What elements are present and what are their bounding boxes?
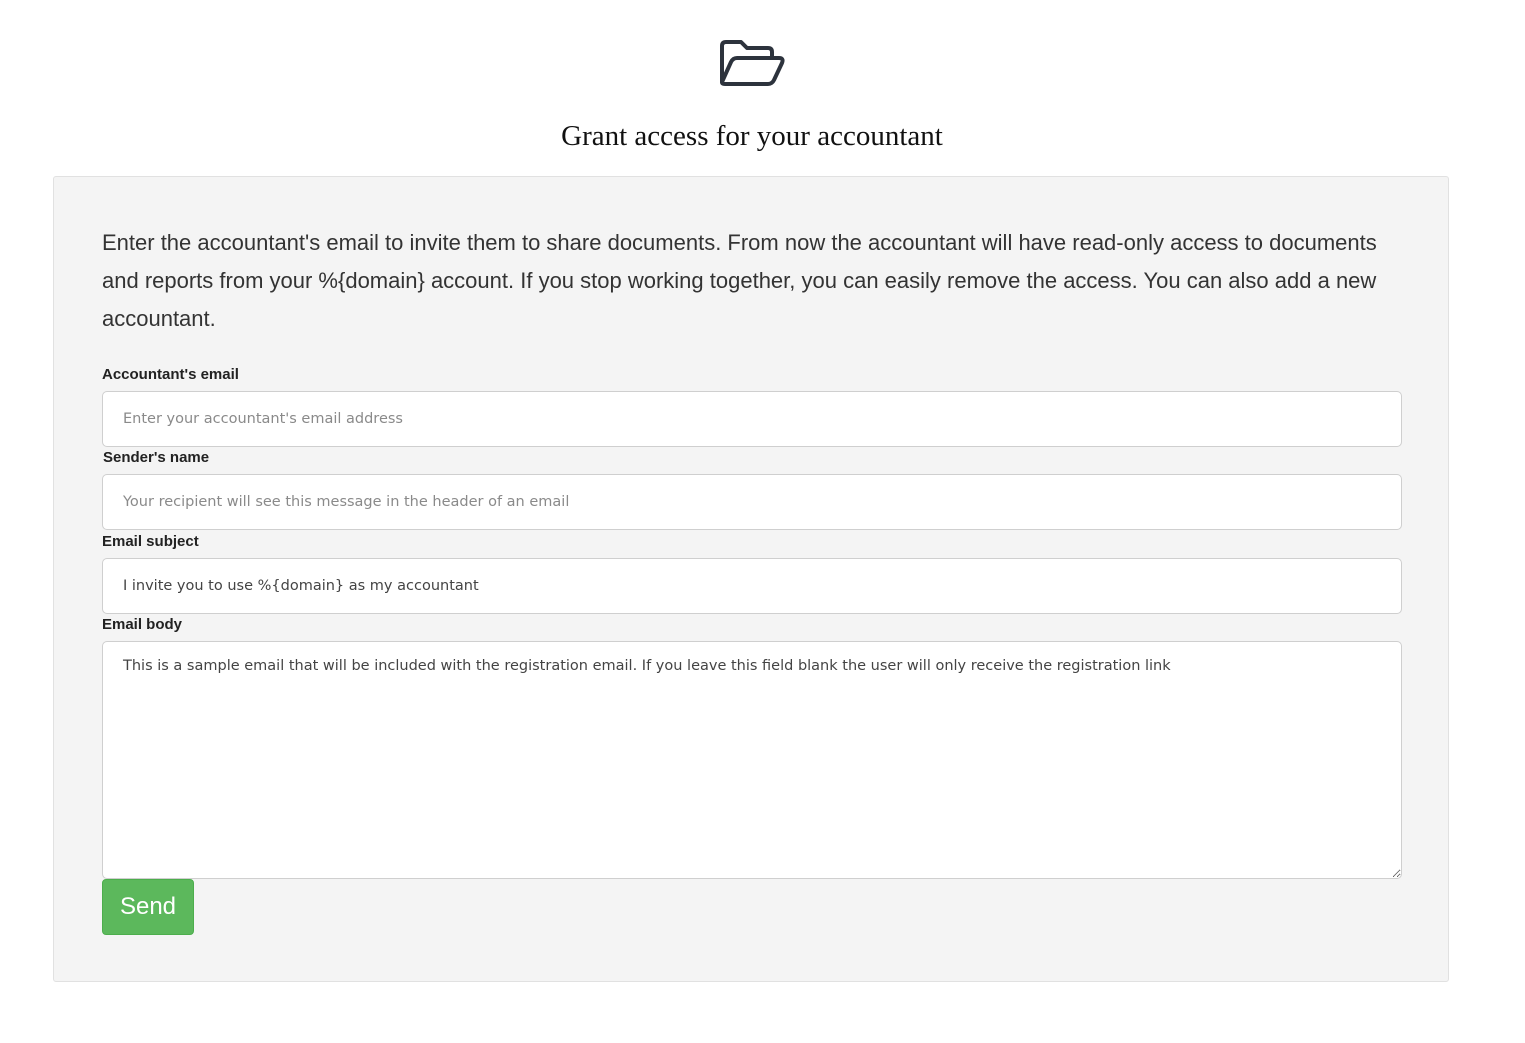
email-label: Accountant's email	[102, 366, 239, 383]
email-subject-label: Email subject	[102, 533, 199, 550]
sender-name-input[interactable]	[102, 474, 1402, 530]
email-subject-input[interactable]	[102, 558, 1402, 614]
email-body-label: Email body	[102, 616, 183, 633]
sender-name-label: Sender's name	[103, 449, 210, 466]
accountant-email-input[interactable]	[102, 391, 1402, 447]
intro-text: Enter the accountant's email to invite them to share documents. From now the accountant will have read-only access to documents and reports from your %{domain} account. If you stop working together, you can easily remove the access. You can also add a new accountant.	[102, 230, 1377, 331]
send-button[interactable]: Send	[102, 879, 194, 935]
page-title: Grant access for your accountant	[561, 120, 943, 152]
folder-open-icon	[717, 38, 787, 90]
invite-form-panel	[53, 176, 1449, 982]
email-body-textarea[interactable]	[102, 641, 1402, 879]
